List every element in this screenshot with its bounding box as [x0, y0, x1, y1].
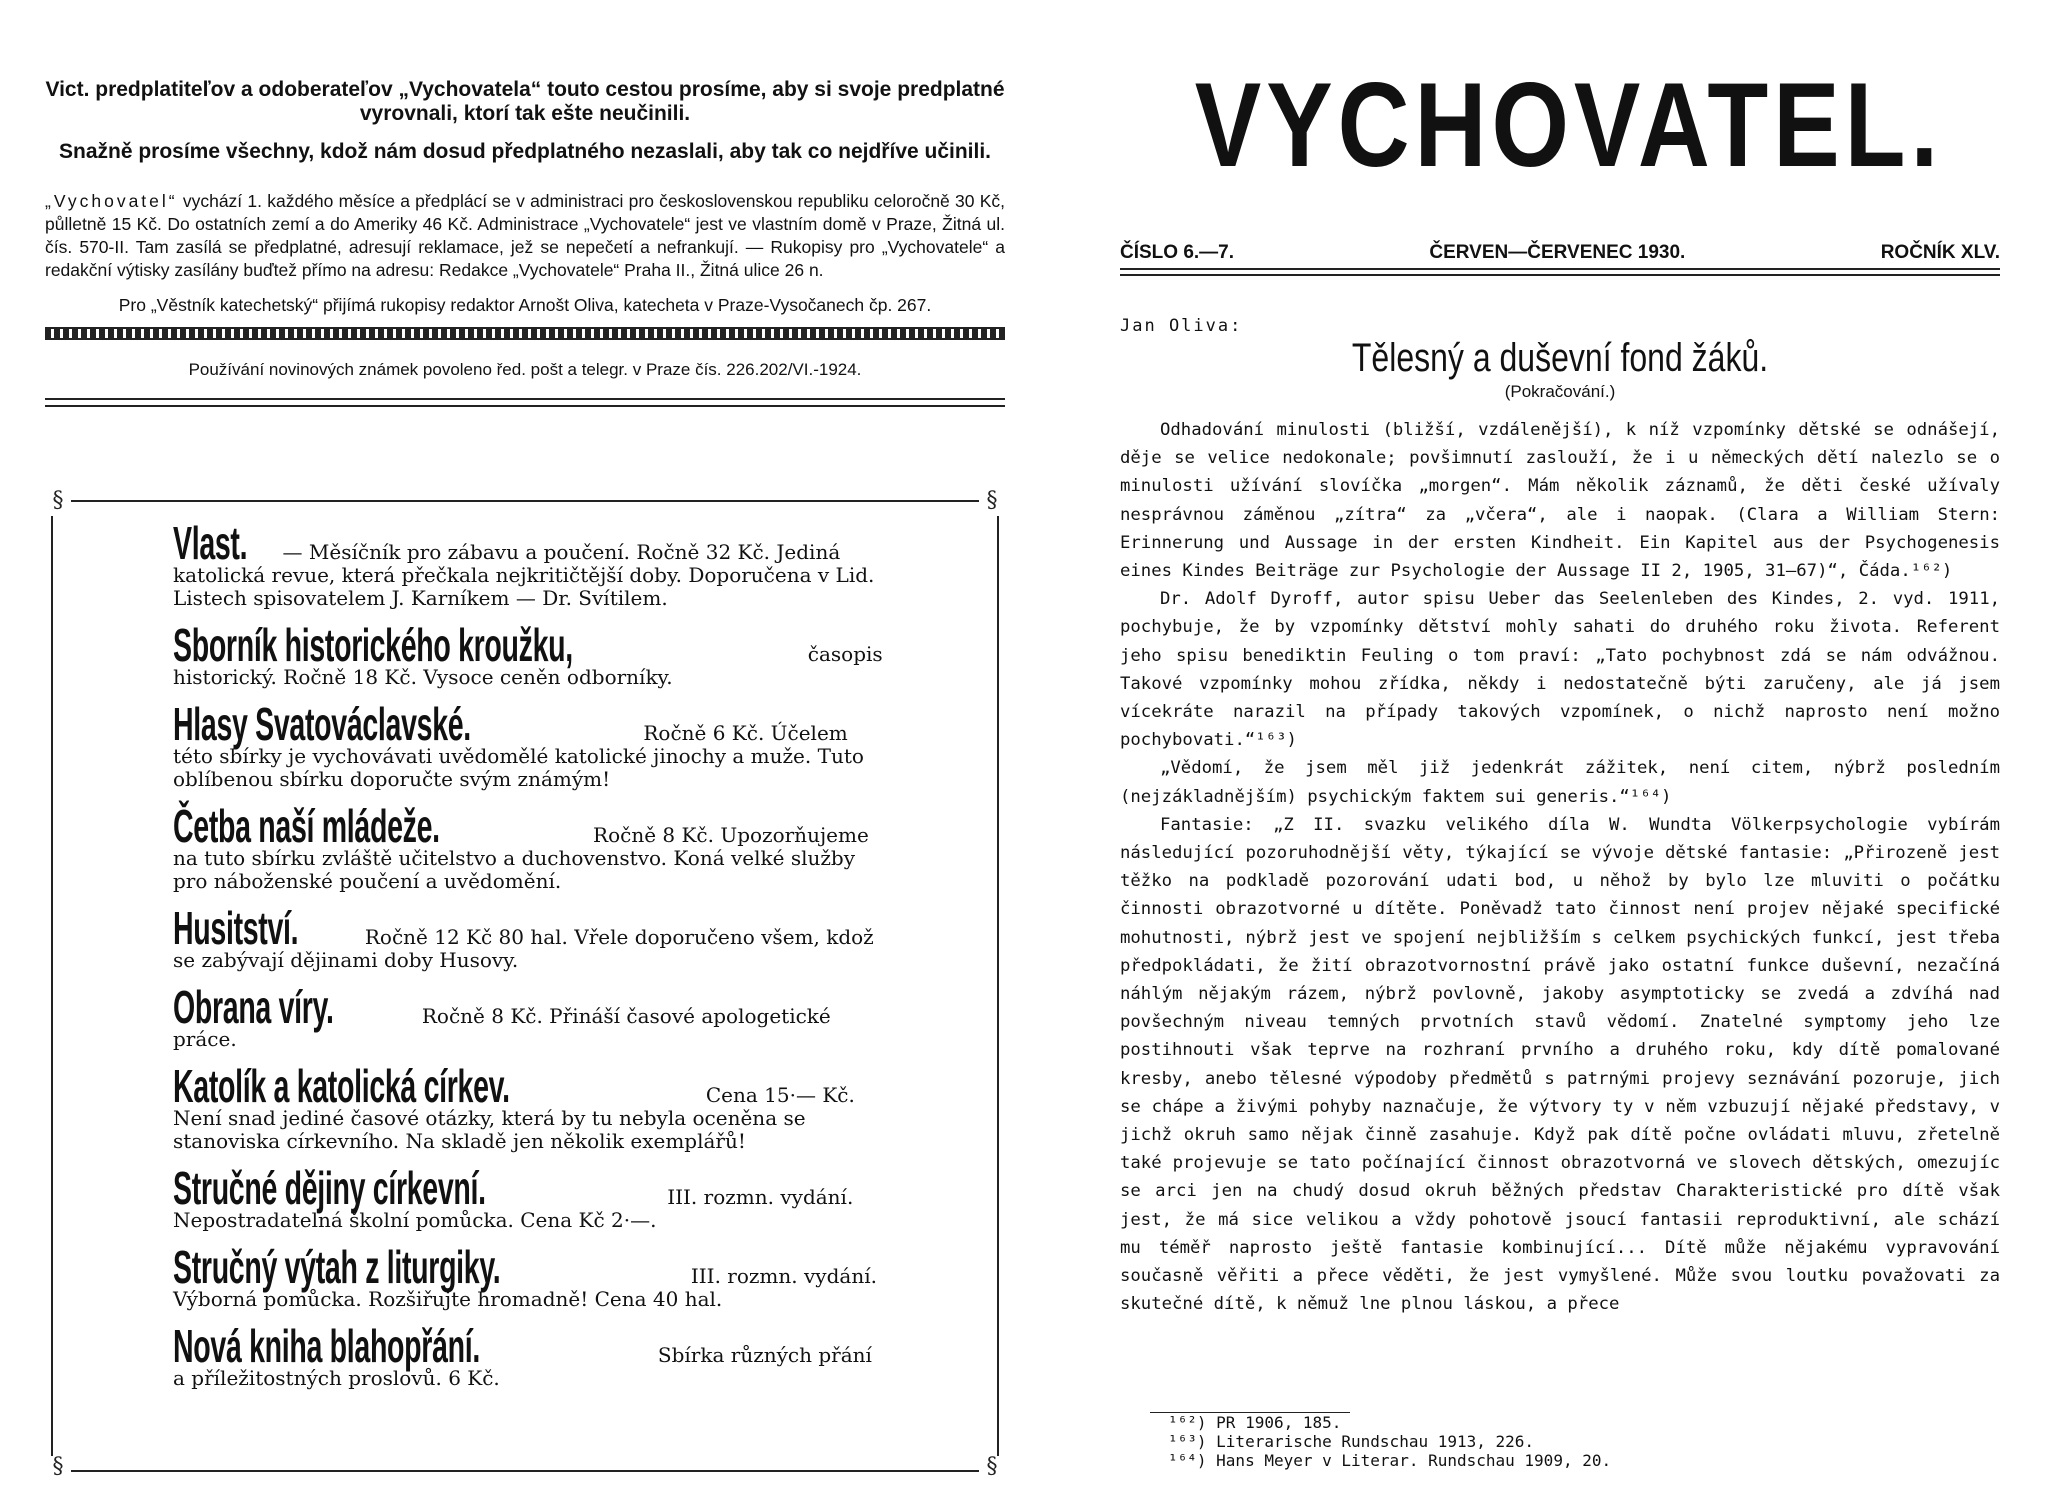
right-page [1120, 58, 2000, 1470]
article-subtitle: (Pokračování.) [1504, 382, 1616, 401]
box-border-right [997, 516, 999, 1456]
info-text: vychází 1. každého měsíce a předplácí se v administraci pro československou republiku celoročně 30 Kč, půlletně 15 Kč. Do ostatních zemí a do Ameriky 46 Kč. Administrace „Vychovatele“ jest ve vlastním domě v Praze, Žitná ul. čís. 570-II. Tam zasílá se předplatné, adresují reklamace, jež se nepečetí a nefrankují. — Rukopisy pro „Vychovatele“ a redakční výtisky zasílány buďtež přímo na adresu: Redakce „Vychovatele“ Praha II., Žitná ulice 26 n. [45, 191, 1005, 280]
ad-title: Sborník historického kroužku, [173, 619, 573, 671]
footnote: ¹⁶²) PR 1906, 185. [1168, 1413, 1342, 1432]
postage-notice: Používání novinových známek povoleno řed. pošt a telegr. v Praze čís. 226.202/VI.-1924. [188, 360, 862, 379]
ad-title: Husitství. [173, 902, 299, 954]
article-title: Tělesný a duševní fond žáků. [1351, 336, 1769, 380]
article-paragraph: Fantasie: „Z II. svazku velikého díla W. Wundta Völkerpsychologie vybírám následující pozoruhodnější věty, týkající se vývoje dětské fantasie: „Přirozeně jest těžko na podkladě pozorování udati bod, u něhož by bylo lze mluviti o počátku činnosti obrazotvorné u dítěte. Poněvadž tato činnost není projev nějaké specifické mohutnosti, nýbrž jest ve spojení nejbližším s celkem psychických funkcí, jest třeba předpokládati, že žití obrazotvornostní právě jako ostatní funkce duševní, nezačíná náhlým nějakým rázem, nýbrž povlovně, jakoby asymptoticky se zvedá a zdvíhá nad povšechným niveau temných prvotních stavů vědomí. Znatelné symptomy jeho lze postihnouti však teprve na rozhraní prvního a druhého roku, kdy dítě pomalované kresby, anebo tělesné výpodoby předmětů s patrnými projevy seznávání pozoruje, jich se chápe a živými pohyby naznačuje, že výtvory ty v něm vzbuzují nějaké představy, v jichž okruh samo nějak činně zasahuje. Když pak dítě počne ovládati mluvu, zřetelně také projevuje se tato počínající činnost obrazotvorná ve slovech dětských, omezujíc se arci jen na chudý dosud okruh běžných představ Charakteristické pro dítě však jest, že má sice velikou a vždy pohotově jsoucí fantasii reproduktivní, ale schází mu téměř naprosto ještě fantasie kombinující... Dítě může nějakému vypravování současně věřiti a přece věděti, že jest vymyšlené. Může svou loutku považovati za skutečné dítě, k němuž lne plnou láskou, a přece [1120, 814, 2000, 1315]
info-journal-name: „Vychovatel“ [45, 191, 178, 211]
article-body [1120, 416, 2000, 1319]
box-border-bottom [71, 1470, 979, 1472]
ad-text: Sbírka různých přání a příležitostných proslovů. 6 Kč. [173, 1343, 872, 1390]
notice-czech: Snažně prosíme všechny, kdož nám dosud předplatného nezaslali, aby tak co nejdříve učinili. [58, 140, 992, 163]
ad-text: — Měsíčník pro zábavu a poučení. Ročně 32 Kč. Jediná katolická revue, která přečkala nejkritičtější doby. Doporučena v Lid. Listech spisovatelem J. Karníkem — Dr. Svítilem. [173, 540, 875, 610]
footnote: ¹⁶³) Literarische Rundschau 1913, 226. [1168, 1432, 1535, 1451]
subscription-info [45, 190, 1005, 282]
ad-title: Hlasy Svatováclavské. [173, 698, 471, 750]
ad-title: Katolík a katolická církev. [173, 1060, 510, 1112]
double-rule [45, 398, 1005, 407]
ad-item [173, 1320, 887, 1390]
article-paragraph: Dr. Adolf Dyroff, autor spisu Ueber das Seelenleben des Kindes, 2. vyd. 1911, pochybuje, že by vzpomínky dětství mohly sahati do druhého roku života. Referent jeho spisu benediktin Feuling o tom praví: „Tato pochybnost zdá se nám odvážnou. Takové vzpomínky mohou zřídka, někdy i nedostatečně býti zaručeny, ale já jsem vícekráte narazil na případy takových vzpomínek, o nichž naprosto není možno pochybovati.“¹⁶³) [1120, 589, 2000, 751]
ad-title: Četba naší mládeže. [173, 800, 440, 852]
issue-volume: ROČNÍK XLV. [1880, 242, 2000, 263]
decorative-rule [45, 327, 1005, 340]
ornament-corner-icon: § [52, 488, 64, 513]
ad-text: Ročně 8 Kč. Přináší časové apologetické práce. [173, 1004, 831, 1051]
ad-text: Ročně 8 Kč. Upozorňujeme na tuto sbírku zvláště učitelstvo a duchovenstvo. Koná velké služby pro náboženské poučení a uvědomění. [173, 823, 869, 893]
ad-text: Cena 15·— Kč. Není snad jediné časové otázky, která by tu nebyla oceněna se stanoviska církevního. Na skladě jen několik exemplářů! [173, 1083, 855, 1153]
issue-date: ČERVEN—ČERVENEC 1930. [1429, 242, 1686, 263]
ad-title: Vlast. [173, 517, 248, 569]
advertisement-box [45, 490, 1005, 1482]
ornament-corner-icon: § [52, 1454, 64, 1479]
ad-item [173, 517, 887, 610]
footnotes [1120, 1412, 2000, 1470]
ad-item [173, 902, 887, 972]
article-author: Jan Oliva: [1120, 316, 1243, 336]
left-page [45, 60, 1005, 407]
ornament-corner-icon: § [986, 488, 998, 513]
ad-text: III. rozmn. vydání. Výborná pomůcka. Rozšiřujte hromadně! Cena 40 hal. [173, 1264, 877, 1311]
box-border-left [51, 516, 53, 1456]
issue-number: ČÍSLO 6.—7. [1120, 242, 1235, 263]
footnote: ¹⁶⁴) Hans Meyer v Literar. Rundschau 1909, 20. [1168, 1451, 1612, 1470]
ad-item [173, 1241, 887, 1311]
ad-item [173, 698, 887, 791]
ad-item [173, 981, 887, 1051]
ad-item [173, 1060, 887, 1153]
ad-text: Ročně 6 Kč. Účelem této sbírky je vychovávati uvědomělé katolické jinochy a muže. Tuto oblíbenou sbírku doporučte svým známým! [173, 721, 864, 791]
ad-title: Stručné dějiny církevní. [173, 1162, 486, 1214]
ad-item [173, 1162, 887, 1232]
ad-title: Nová kniha blahopřání. [173, 1320, 480, 1372]
box-border-top [71, 500, 979, 502]
ad-text: časopis historický. Ročně 18 Kč. Vysoce ceněn odborníky. [173, 642, 883, 689]
issue-line [1120, 242, 2000, 264]
masthead: VYCHOVATEL. [1194, 58, 1944, 192]
ad-list [173, 517, 887, 1404]
katecheta-info: Pro „Věstník katechetský“ přijímá rukopisy redaktor Arnošt Oliva, katecheta v Praze-Vysočanech čp. 267. [118, 295, 932, 315]
article-paragraph: Odhadování minulosti (bližší, vzdálenější), k níž vzpomínky dětské se odnášejí, děje se velice nedokonale; povšimnutí zaslouží, že i u německých dětí nalezlo se o minulosti užívání slovíčka „morgen“. Mám několik záznamů, že děti české užívaly nesprávnou záměnou „zítra“ za „včera“, ale i naopak. (Clara a William Stern: Erinnerung und Aussage in der ersten Kindheit. Ein Kapitel aus der Psychogenesis eines Kindes Beiträge zur Psychologie der Aussage II 2, 1905, 31—67)“, Čáda.¹⁶²) [1120, 420, 2000, 582]
ad-title: Obrana víry. [173, 981, 334, 1033]
ad-text: III. rozmn. vydání. Nepostradatelná školní pomůcka. Cena Kč 2·—. [173, 1185, 854, 1232]
notice-slovak: Vict. predplatiteľov a odoberateľov „Vychovatela“ touto cestou prosíme, aby si svoje predplatné vyrovnali, ktorí tak ešte neučinili. [45, 78, 1005, 125]
ad-item [173, 800, 887, 893]
ad-title: Stručný výtah z liturgiky. [173, 1241, 501, 1293]
ornament-corner-icon: § [986, 1454, 998, 1479]
article-paragraph: „Vědomí, že jsem měl již jedenkrát zážitek, není citem, nýbrž posledním (nejzákladnějším) psychickým faktem sui generis.“¹⁶⁴) [1120, 758, 2000, 807]
ad-text: Ročně 12 Kč 80 hal. Vřele doporučeno všem, kdož se zabývají dějinami doby Husovy. [173, 925, 874, 972]
ad-item [173, 619, 887, 689]
issue-rule [1120, 268, 2000, 276]
